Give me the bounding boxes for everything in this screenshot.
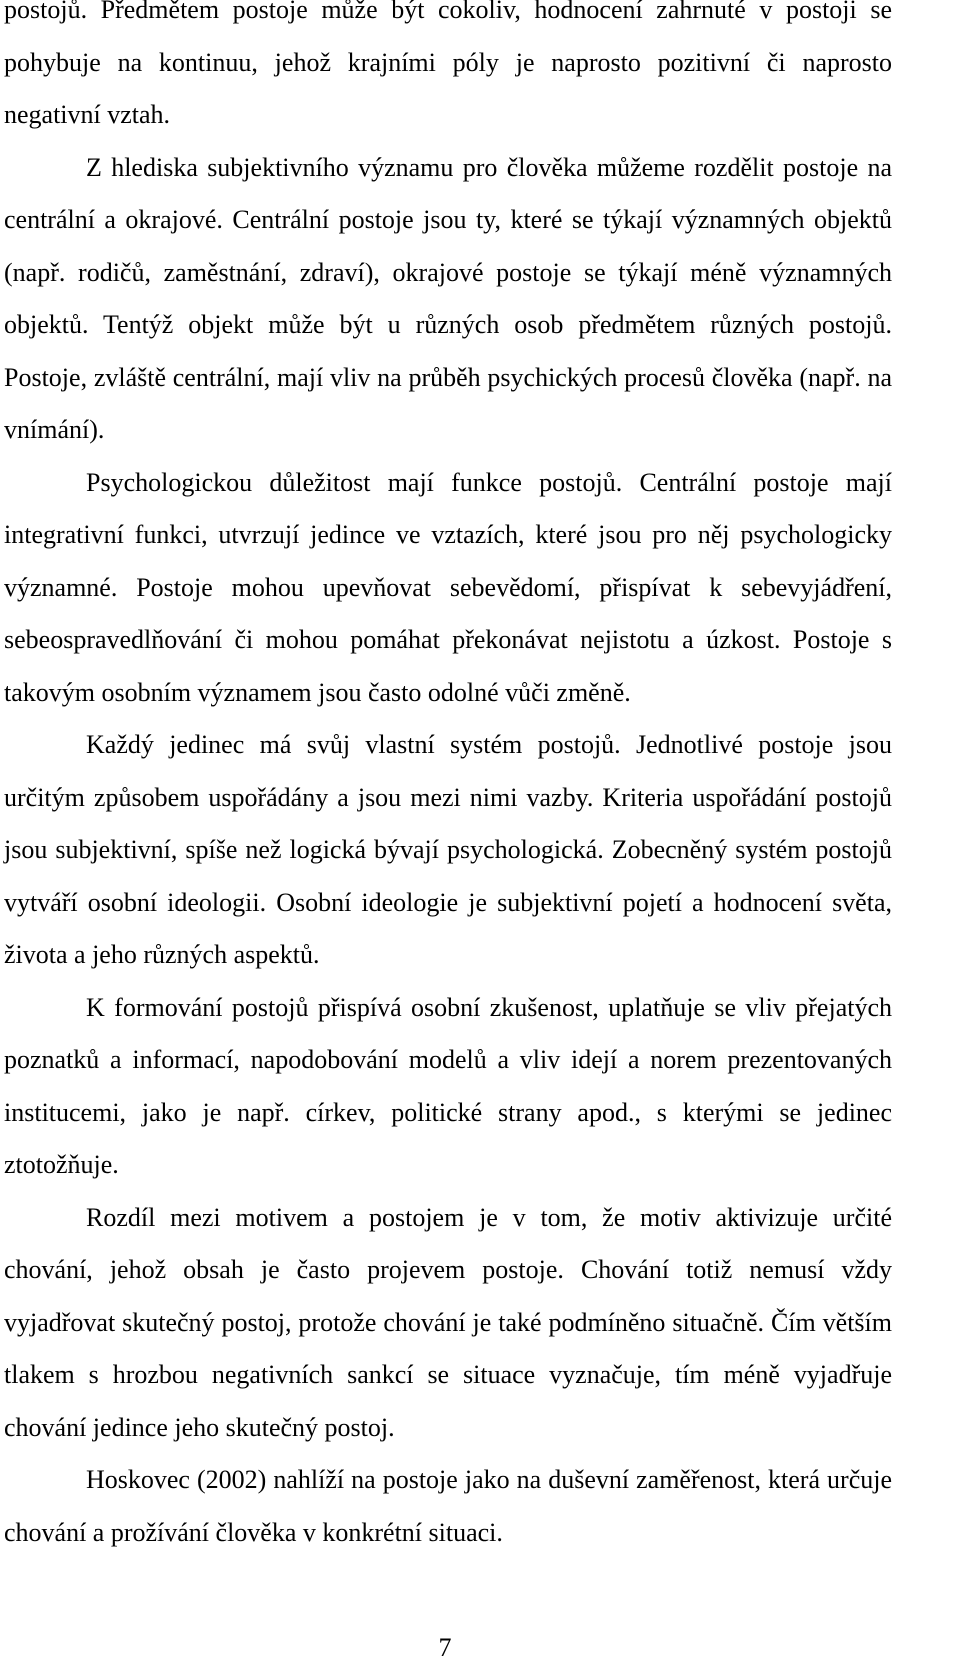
paragraph-central-peripheral-attitudes: Z hlediska subjektivního významu pro člověka můžeme rozdělit postoje na centrální a okrajové. Centrální postoje jsou ty, které se týkají významných objektů (např. rodičů, zaměstnání, zdraví), okrajové postoje se týkají méně významných objektů. Tentýž objekt může být u různých osob předmětem různých postojů. Postoje, zvláště centrální, mají vliv na průběh psychických procesů člověka (např. na vnímání).: [4, 152, 892, 444]
paragraph-attitude-functions: Psychologickou důležitost mají funkce postojů. Centrální postoje mají integrativní funkci, utvrzují jedince ve vztazích, které jsou pro něj psychologicky významné. Postoje mohou upevňovat sebevědomí, přispívat k sebevyjádření, sebeospravedlňování či mohou pomáhat překonávat nejistotu a úzkost. Postoje s takovým osobním významem jsou často odolné vůči změně.: [4, 467, 892, 707]
paragraph-attitude-formation: K formování postojů přispívá osobní zkušenost, uplatňuje se vliv přejatých poznatků a informací, napodobování modelů a vliv idejí a norem prezentovaných institucemi, jako je např. církev, politické strany apod., s kterými se jedinec ztotožňuje.: [4, 992, 892, 1179]
paragraph-motive-vs-attitude: Rozdíl mezi motivem a postojem je v tom, že motiv aktivizuje určité chování, jehož obsah je často projevem postoje. Chování totiž nemusí vždy vyjadřovat skutečný postoj, protože chování je také podmíněno situačně. Čím větším tlakem s hrozbou negativních sankcí se situace vyznačuje, tím méně vyjadřuje chování jedince jeho skutečný postoj.: [4, 1202, 892, 1442]
page-number: 7: [438, 1633, 452, 1662]
paragraph-continuation: postojů. Předmětem postoje může být cokoliv, hodnocení zahrnuté v postoji se pohybuje na kontinuu, jehož krajními póly je naprosto pozitivní či naprosto negativní vztah.: [4, 0, 892, 129]
paragraph-hoskovec-definition: Hoskovec (2002) nahlíží na postoje jako na duševní zaměřenost, která určuje chování a prožívání člověka v konkrétní situaci.: [4, 1465, 892, 1547]
paragraph-attitude-system: Každý jedinec má svůj vlastní systém postojů. Jednotlivé postoje jsou určitým způsobem uspořádány a jsou mezi nimi vazby. Kriteria uspořádání postojů jsou subjektivní, spíše než logická bývají psychologická. Zobecněný systém postojů vytváří osobní ideologii. Osobní ideologie je subjektivní pojetí a hodnocení světa, života a jeho různých aspektů.: [4, 730, 892, 969]
body-text: [4, 0, 892, 1559]
